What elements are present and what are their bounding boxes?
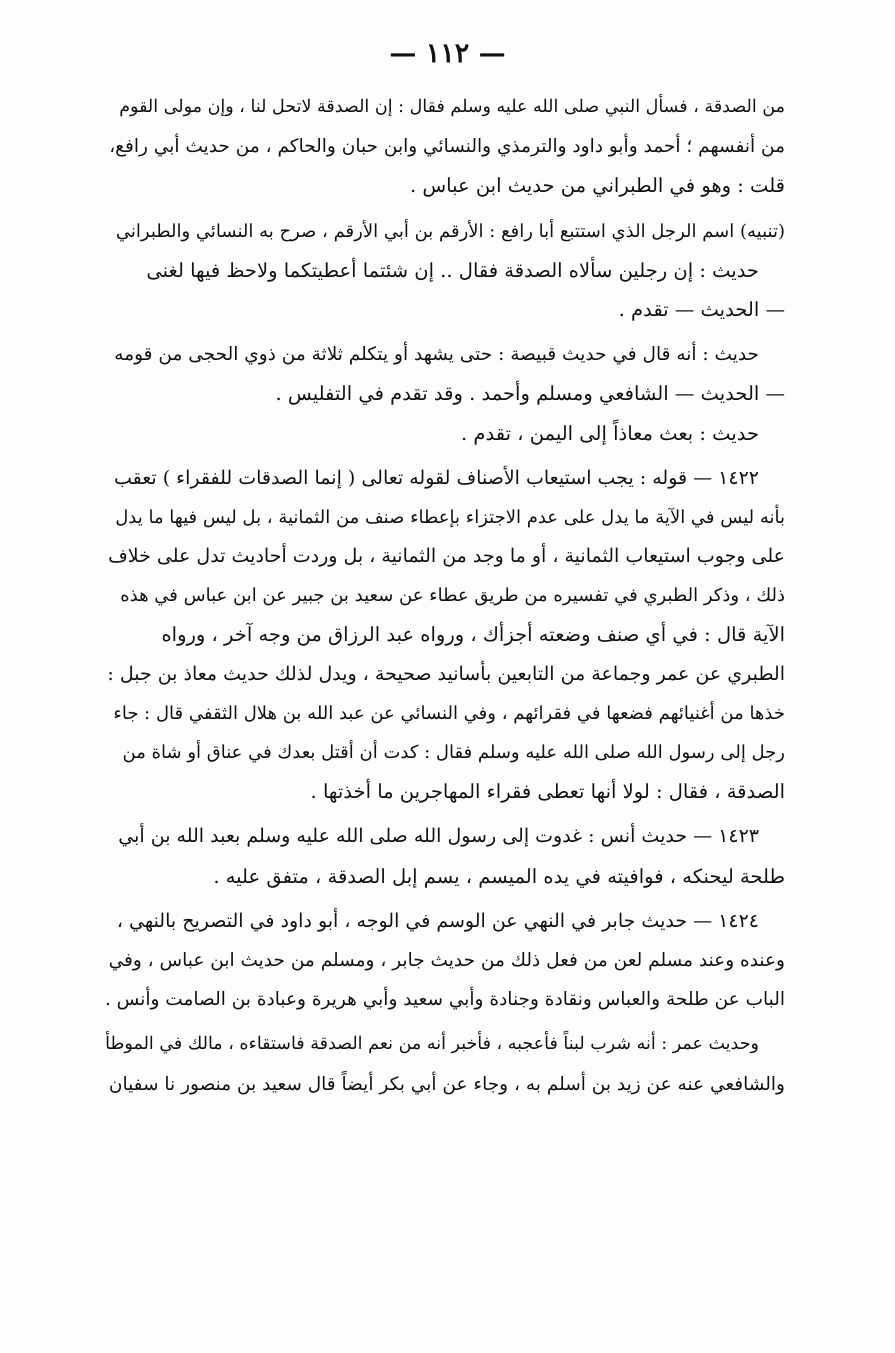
- text-line: الباب عن طلحة والعباس ونقادة وجنادة وأبي سعيد وأبي هريرة وعبادة بن الصامت وأنس .: [105, 989, 785, 1011]
- text-line: من أنفسهم ؛ أحمد وأبو داود والترمذي والنسائي وابن حبان والحاكم ، من حديث أبي رافع،: [109, 136, 785, 158]
- text-line: حديث : بعث معاذاً إلى اليمن ، تقدم .: [461, 421, 759, 445]
- text-line: بأنه ليس في الآية ما يدل على عدم الاجتزاء بإعطاء صنف من الثمانية ، بل ليس فيها ما يدل: [115, 506, 785, 528]
- page-number: — ١١٢ —: [389, 38, 506, 69]
- text-line: الصدقة ، فقال : لولا أنها تعطى فقراء المهاجرين ما أخذتها .: [310, 780, 785, 804]
- text-line: والشافعي عنه عن زيد بن أسلم به ، وجاء عن أبي بكر أيضاً قال سعيد بن منصور نا سفيان: [108, 1073, 785, 1095]
- text-line: وحديث عمر : أنه شرب لبناً فأعجبه ، فأخبر أنه من نعم الصدقة فاستقاءه ، مالك في الموطأ: [105, 1034, 759, 1055]
- text-line: خذها من أغنيائهم فضعها في فقرائهم ، وفي النسائي عن عبد الله بن هلال الثقفي قال : جاء: [113, 702, 785, 724]
- text-line: طلحة ليحنكه ، فوافيته في يده الميسم ، يسم إبل الصدقة ، متفق عليه .: [213, 864, 785, 888]
- text-line: حديث : إن رجلين سألاه الصدقة فقال .. إن شئتما أعطيتكما ولاحظ فيها لغنى: [146, 258, 759, 282]
- body-text: [105, 88, 785, 1104]
- text-line: — الحديث — تقدم .: [618, 297, 785, 321]
- text-line: الطبري عن عمر وجماعة من التابعين بأسانيد صحيحة ، ويدل لذلك حديث معاذ بن جبل :: [107, 662, 785, 685]
- text-line: ذلك ، وذكر الطبري في تفسيره من طريق عطاء عن سعيد بن جبير عن ابن عباس في هذه: [120, 585, 785, 607]
- text-line: ١٤٢٢ — قوله : يجب استيعاب الأصناف لقوله تعالى ( إنما الصدقات للفقراء ) تعقب: [113, 466, 759, 489]
- text-line: ١٤٢٤ — حديث جابر في النهي عن الوسم في الوجه ، أبو داود في التصريح بالنهي ،: [116, 909, 759, 932]
- text-line: — الحديث — الشافعي ومسلم وأحمد . وقد تقدم في التفليس .: [275, 382, 785, 406]
- text-line: (تنبيه) اسم الرجل الذي استتبع أبا رافع : الأرقم بن أبي الأرقم ، صرح به النسائي والطبراني: [115, 220, 785, 242]
- text-line: من الصدقة ، فسأل النبي صلى الله عليه وسلم فقال : إن الصدقة لاتحل لنا ، وإن مولى القوم: [119, 97, 785, 117]
- text-line: حديث : أنه قال في حديث قبيصة : حتى يشهد أو يتكلم ثلاثة من ذوي الحجى من قومه: [114, 344, 759, 366]
- text-line: الآية قال : في أي صنف وضعته أجزأك ، ورواه عبد الرزاق من وجه آخر ، ورواه: [161, 623, 785, 647]
- text-line: على وجوب استيعاب الثمانية ، أو ما وجد من الثمانية ، بل وردت أحاديث تدل على خلاف: [108, 545, 785, 568]
- text-line: رجل إلى رسول الله صلى الله عليه وسلم فقال : كدت أن أقتل بعدك في عناق أو شاة من: [122, 742, 785, 763]
- text-line: قلت : وهو في الطبراني من حديث ابن عباس .: [409, 174, 785, 198]
- text-line: ١٤٢٣ — حديث أنس : غدوت إلى رسول الله صلى الله عليه وسلم بعبد الله بن أبي: [118, 825, 759, 848]
- text-line: وعنده وعند مسلم لعن من فعل ذلك من حديث جابر ، ومسلم من حديث ابن عباس ، وفي: [108, 949, 785, 971]
